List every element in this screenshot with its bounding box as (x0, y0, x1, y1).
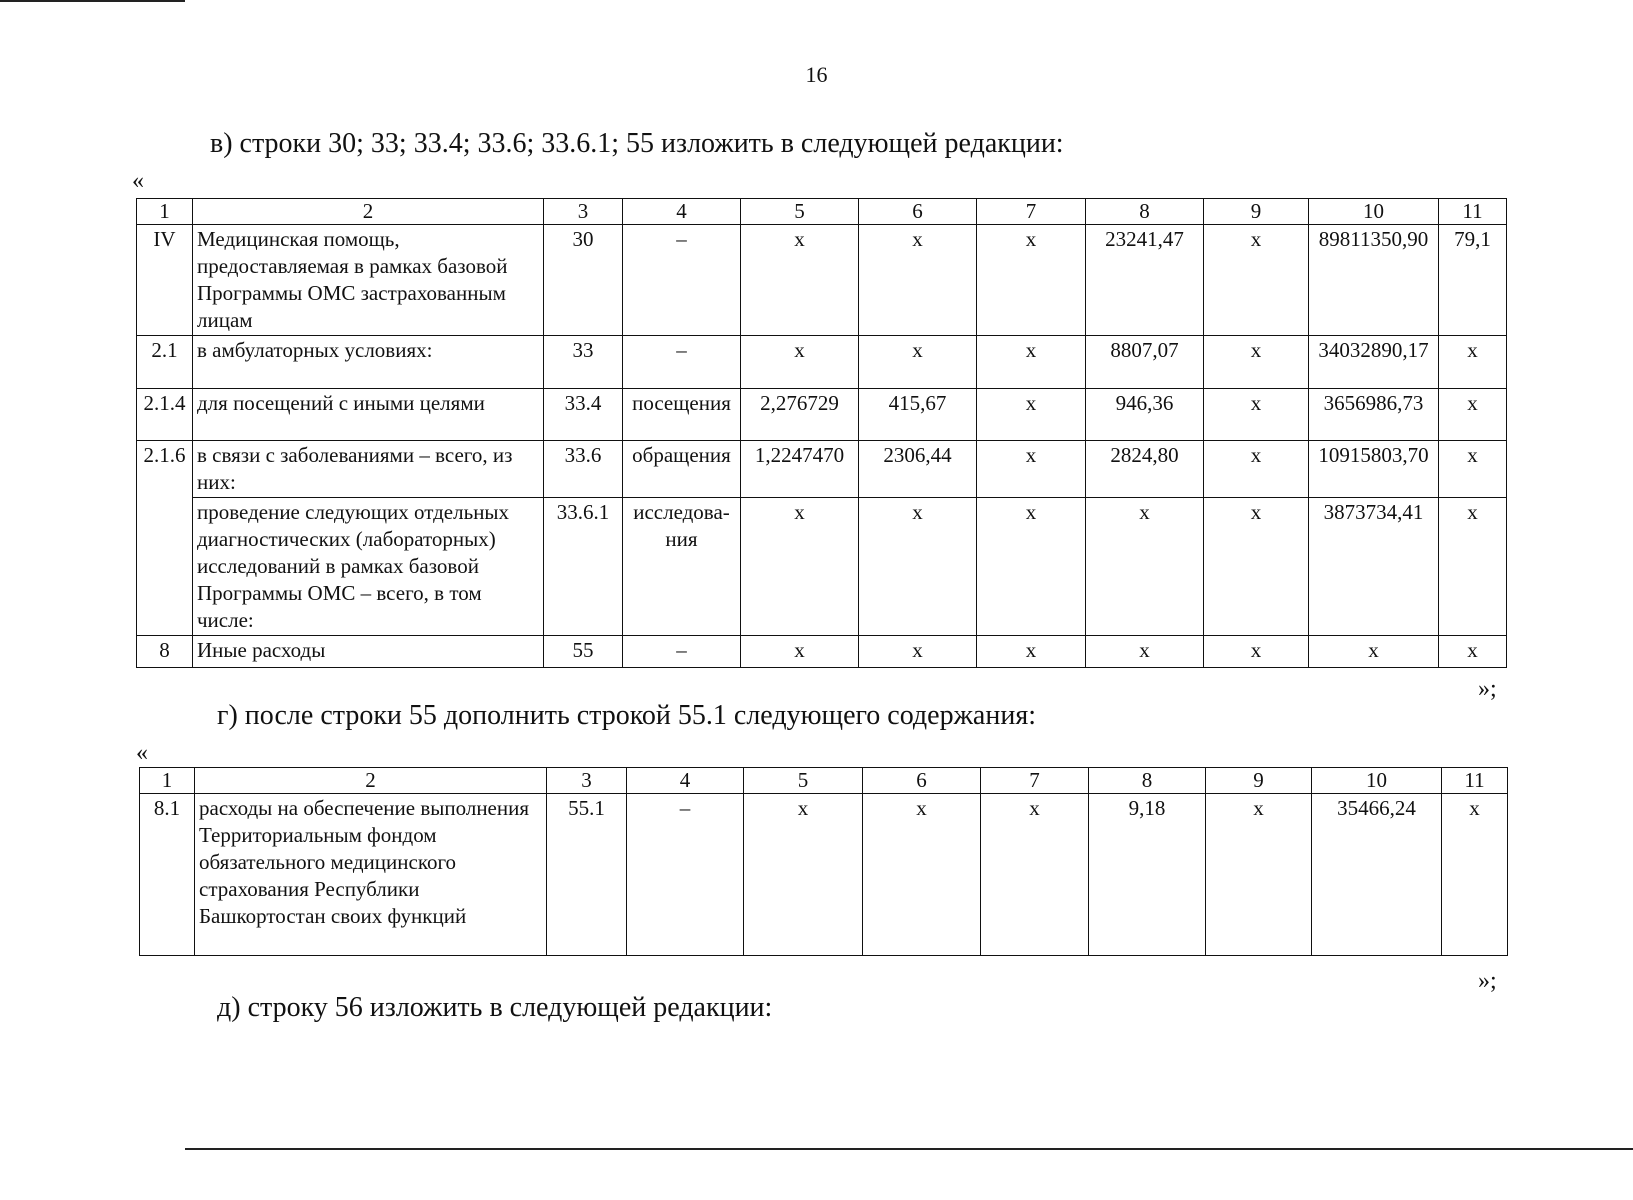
column-number: 6 (863, 768, 981, 794)
line-code: 33.6 (544, 441, 623, 498)
percent-cell: х (1439, 336, 1507, 389)
column-number: 7 (981, 768, 1089, 794)
line-code: 33 (544, 336, 623, 389)
column-number: 6 (859, 199, 977, 225)
total-cell: х (1309, 636, 1439, 668)
row-number: 2.1 (137, 336, 193, 389)
line-code: 55 (544, 636, 623, 668)
amendment-table-2 (139, 767, 1508, 956)
row-description: Медицинская помощь, предоставляемая в рамках базовой Программы ОМС застрахованным лицам (193, 225, 544, 336)
table-cell: х (981, 794, 1089, 956)
line-code: 30 (544, 225, 623, 336)
table-cell: х (977, 441, 1086, 498)
total-cell: 3873734,41 (1309, 498, 1439, 636)
row-number: 8.1 (140, 794, 195, 956)
column-number: 3 (544, 199, 623, 225)
amendment-table-1 (136, 198, 1507, 668)
per-capita-cell: х (1086, 498, 1204, 636)
percent-cell: х (1439, 636, 1507, 668)
cost-cell: х (859, 225, 977, 336)
total-cell: 89811350,90 (1309, 225, 1439, 336)
close-quote-2: »; (1478, 968, 1497, 994)
paragraph-v: в) строки 30; 33; 33.4; 33.6; 33.6.1; 55 изложить в следующей редакции: (210, 128, 1064, 159)
paragraph-d: д) строку 56 изложить в следующей редакции: (217, 992, 773, 1023)
cost-cell: х (863, 794, 981, 956)
per-capita-cell: 946,36 (1086, 389, 1204, 441)
table-row (137, 498, 1507, 636)
row-number: 8 (137, 636, 193, 668)
total-cell: 35466,24 (1312, 794, 1442, 956)
table-row (140, 794, 1508, 956)
column-number: 5 (744, 768, 863, 794)
volume-cell: 2,276729 (741, 389, 859, 441)
per-capita-cell: 2824,80 (1086, 441, 1204, 498)
line-code: 33.4 (544, 389, 623, 441)
unit-cell: – (627, 794, 744, 956)
line-code: 55.1 (547, 794, 627, 956)
unit-cell: посещения (623, 389, 741, 441)
per-capita-cell: 9,18 (1089, 794, 1206, 956)
table-cell: х (977, 636, 1086, 668)
total-cell: 34032890,17 (1309, 336, 1439, 389)
column-number: 4 (627, 768, 744, 794)
unit-cell: – (623, 636, 741, 668)
per-capita-cell: х (1086, 636, 1204, 668)
volume-cell: 1,2247470 (741, 441, 859, 498)
column-number: 9 (1204, 199, 1309, 225)
total-cell: 10915803,70 (1309, 441, 1439, 498)
row-description: в связи с заболеваниями – всего, из них: (193, 441, 544, 498)
percent-cell: х (1439, 441, 1507, 498)
page-number: 16 (805, 62, 828, 87)
volume-cell: х (741, 225, 859, 336)
paragraph-g: г) после строки 55 дополнить строкой 55.1 следующего содержания: (217, 700, 1036, 731)
table-cell: х (1204, 498, 1309, 636)
row-description: Иные расходы (193, 636, 544, 668)
table-2-header-row (140, 768, 1508, 794)
unit-cell: – (623, 225, 741, 336)
column-number: 2 (195, 768, 547, 794)
table-row (137, 389, 1507, 441)
table-cell: х (1206, 794, 1312, 956)
cost-cell: х (859, 636, 977, 668)
volume-cell: х (741, 336, 859, 389)
table-row (137, 336, 1507, 389)
scan-edge-bottom (185, 1148, 1633, 1150)
row-number: IV (137, 225, 193, 336)
per-capita-cell: 8807,07 (1086, 336, 1204, 389)
open-quote-1: « (132, 168, 144, 194)
column-number: 10 (1309, 199, 1439, 225)
row-description: расходы на обеспечение выполнения Территориальным фондом обязательного медицинского страхования Республики Башкортостан своих функций (195, 794, 547, 956)
close-quote-1: »; (1478, 676, 1497, 702)
table-cell: х (1204, 389, 1309, 441)
open-quote-2: « (136, 740, 148, 766)
cost-cell: 415,67 (859, 389, 977, 441)
percent-cell: х (1442, 794, 1508, 956)
line-code: 33.6.1 (544, 498, 623, 636)
column-number: 4 (623, 199, 741, 225)
column-number: 8 (1086, 199, 1204, 225)
table-cell: х (1204, 336, 1309, 389)
table-cell: х (977, 498, 1086, 636)
unit-cell: – (623, 336, 741, 389)
per-capita-cell: 23241,47 (1086, 225, 1204, 336)
total-cell: 3656986,73 (1309, 389, 1439, 441)
unit-cell: обращения (623, 441, 741, 498)
column-number: 10 (1312, 768, 1442, 794)
column-number: 9 (1206, 768, 1312, 794)
row-number: 2.1.6 (137, 441, 193, 636)
table-cell: х (1204, 441, 1309, 498)
column-number: 1 (137, 199, 193, 225)
table-row (137, 636, 1507, 668)
percent-cell: х (1439, 389, 1507, 441)
column-number: 7 (977, 199, 1086, 225)
table-cell: х (1204, 225, 1309, 336)
table-row (137, 225, 1507, 336)
column-number: 11 (1442, 768, 1508, 794)
column-number: 3 (547, 768, 627, 794)
percent-cell: 79,1 (1439, 225, 1507, 336)
column-number: 5 (741, 199, 859, 225)
table-cell: х (977, 389, 1086, 441)
percent-cell: х (1439, 498, 1507, 636)
table-row (137, 441, 1507, 498)
column-number: 8 (1089, 768, 1206, 794)
table-cell: х (977, 225, 1086, 336)
column-number: 1 (140, 768, 195, 794)
table-1-header-row (137, 199, 1507, 225)
row-description: для посещений с иными целями (193, 389, 544, 441)
volume-cell: х (744, 794, 863, 956)
cost-cell: 2306,44 (859, 441, 977, 498)
table-cell: х (1204, 636, 1309, 668)
row-number: 2.1.4 (137, 389, 193, 441)
volume-cell: х (741, 636, 859, 668)
row-description: проведение следующих отдельных диагностических (лабораторных) исследований в рамках базовой Программы ОМС – всего, в том числе: (193, 498, 544, 636)
row-description: в амбулаторных условиях: (193, 336, 544, 389)
table-cell: х (977, 336, 1086, 389)
column-number: 2 (193, 199, 544, 225)
unit-cell: исследова-ния (623, 498, 741, 636)
column-number: 11 (1439, 199, 1507, 225)
volume-cell: х (741, 498, 859, 636)
cost-cell: х (859, 498, 977, 636)
scan-edge-top (0, 0, 185, 2)
cost-cell: х (859, 336, 977, 389)
